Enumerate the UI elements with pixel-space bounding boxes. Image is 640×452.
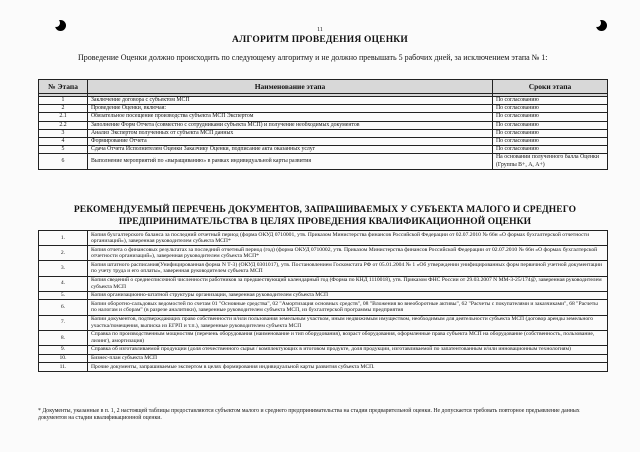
document-number: 11.: [39, 363, 88, 372]
document-number: 8.: [39, 330, 88, 345]
stage-number: 4: [39, 138, 88, 146]
document-row: [39, 291, 608, 300]
stage-name: Заключение договора с субъектом МСП: [88, 97, 493, 105]
stage-number: 3: [39, 129, 88, 137]
document-number: 10.: [39, 354, 88, 363]
stage-name: Сдача Отчета Исполнителем Оценки Заказчику Оценки, подписание акта оказанных услуг: [88, 146, 493, 154]
stage-row: [39, 129, 608, 137]
stage-row: [39, 146, 608, 154]
page-number: 11: [317, 27, 323, 33]
document-row: [39, 276, 608, 291]
document-description: Копия организационно-штатной структуры организации, заверенная руководителем субъекта МСП: [88, 291, 608, 300]
document-number: 4.: [39, 276, 88, 291]
document-description: Копия сведений о среднесписочной численности работников за предшествующий календарный год (Форма по КНД 1110018), утв. Приказом ФНС России от 29.03.2007 N ММ-3-25/174@, заверенная руководителем субъекта МСП: [88, 276, 608, 291]
document-description: Копия бухгалтерского баланса за последний отчетный период (форма ОКУД 0710001, утв. Приказом Министерства финансов Российской Федерации от 02.07.2010 № 66н «О формах бухгалтерской отчетности организаций»), заверенная руководителем субъекта МСП*: [88, 231, 608, 246]
document-number: 7.: [39, 315, 88, 330]
header-stage-number: № Этапа: [39, 80, 88, 94]
stage-name: Анализ Экспертом полученных от субъекта МСП данных: [88, 129, 493, 137]
document-description: Копия отчета о финансовых результатах за последний отчетный период (год) (форма ОКУД 0710002, утв. Приказом Министерства финансов Российской Федерации от 02.07.2010 № 66н «О формах бухгалтерской отчетности организаций»), заверенная руководителем субъекта МСП*: [88, 246, 608, 261]
stage-number: 5: [39, 146, 88, 154]
footnote: * Документы, указанные в п. 1, 2 настоящей таблицы предоставляются субъектом малого и среднего предпринимательства на стадии предварительной оценки. Не допускается требовать повторное предъявление данных документов на стадии квалификационной оценки.: [38, 408, 580, 421]
stage-number: 6: [39, 154, 88, 169]
document-description: Копия штатного расписания(Унифицированная форма N Т-3) (ОКУД 0301017), утв. Постановлением Госкомстата РФ от 05.01.2004 № 1 «Об утверждении унифицированных форм первичной учетной документации по учету труда и его оплаты», заверенная руководителем субъекта МСП: [88, 261, 608, 276]
stage-name: Формирование Отчета: [88, 138, 493, 146]
stage-number: 2.2: [39, 121, 88, 129]
stage-name: Выполнение мероприятий по «выращиванию» в рамках индивидуальной карты развития: [88, 154, 493, 169]
document-row: [39, 246, 608, 261]
document-number: 1.: [39, 231, 88, 246]
document-row: [39, 300, 608, 315]
stage-name: Проведение Оценки, включая:: [88, 105, 493, 113]
stage-deadline: По согласованию: [493, 146, 608, 154]
stage-deadline: По согласованию: [493, 121, 608, 129]
stage-deadline: По согласованию: [493, 129, 608, 137]
header-stage-deadline: Сроки этапа: [493, 80, 608, 94]
stage-deadline: По согласованию: [493, 97, 608, 105]
document-number: 9.: [39, 345, 88, 354]
stage-number: 2.1: [39, 113, 88, 121]
stage-row: [39, 121, 608, 129]
document-row: [39, 231, 608, 246]
stage-number: 2: [39, 105, 88, 113]
document-number: 3.: [39, 261, 88, 276]
stages-table: [38, 79, 608, 170]
documents-table: [38, 230, 608, 372]
document-row: [39, 345, 608, 354]
document-number: 2.: [39, 246, 88, 261]
document-description: Прочие документы, запрашиваемые экспертом в целях формирования индивидуальной карты развития субъекта МСП.: [88, 363, 608, 372]
document-number: 5.: [39, 291, 88, 300]
stage-row: [39, 97, 608, 105]
document-description: Справка об изготавливаемой продукции (доля отечественного сырья / комплектующих в итоговом продукте, доля продукции, изготавливаемой по запатентованным и/или инновационным технологиям): [88, 345, 608, 354]
header-stage-name: Наименование этапа: [88, 80, 493, 94]
stage-row: [39, 154, 608, 169]
stage-row: [39, 138, 608, 146]
document-row: [39, 354, 608, 363]
stage-deadline: На основании полученного балла Оценки (Группы В+, А, А+): [493, 154, 608, 169]
document-row: [39, 315, 608, 330]
document-description: Бизнес-план субъекта МСП: [88, 354, 608, 363]
stage-row: [39, 113, 608, 121]
document-row: [39, 330, 608, 345]
stages-table-header: [39, 80, 608, 94]
stage-deadline: По согласованию: [493, 138, 608, 146]
documents-list-title: РЕКОМЕНДУЕМЫЙ ПЕРЕЧЕНЬ ДОКУМЕНТОВ, ЗАПРАШИВАЕМЫХ У СУБЪЕКТА МАЛОГО И СРЕДНЕГО ПРЕДПРИНИМАТЕЛЬСТВА В ЦЕЛЯХ ПРОВЕДЕНИЯ КВАЛИФИКАЦИОННОЙ ОЦЕНКИ: [73, 205, 577, 227]
document-row: [39, 261, 608, 276]
stage-name: Заполнение Форм Отчета (совместно с сотрудниками субъекта МСП) и получение необходимых документов: [88, 121, 493, 129]
document-row: [39, 363, 608, 372]
document-description: Справка по производственным мощностям (перечень оборудования (наименование и тип оборудования), возраст оборудования, оформленные права субъекта МСП на оборудование (собственность, пользование, лизинг), амортизация): [88, 330, 608, 345]
stage-deadline: По согласованию: [493, 105, 608, 113]
page-title: АЛГОРИТМ ПРОВЕДЕНИЯ ОЦЕНКИ: [232, 35, 408, 45]
document-description: Копии документов, подтверждающих право собственности и/или пользования земельным участком, иным недвижимым имуществом, необходимым для деятельности субъекта МСП (договор аренды земельного участка/помещения, выписка из ЕГРП и т.п.), заверенные руководителем субъекта МСП: [88, 315, 608, 330]
document-description: Копии оборотно-сальдовых ведомостей по счетам 01 "Основные средства", 02 "Амортизация основных средств", 08 "Вложения во внеоборотные активы", 62 "Расчеты с покупателями и заказчиками", 68 "Расчеты по налогам и сборам" (в разрезе аналитики), заверенные руководителем субъекта МСП, из бухгалтерской программы предприятия: [88, 300, 608, 315]
stage-deadline: По согласованию: [493, 113, 608, 121]
stage-row: [39, 105, 608, 113]
stage-number: 1: [39, 97, 88, 105]
stage-name: Обязательное посещение производства субъекта МСП Экспертом: [88, 113, 493, 121]
intro-paragraph: Проведение Оценки должно происходить по следующему алгоритму и не должно превышать 5 рабочих дней, за исключением этапа № 1:: [78, 53, 548, 62]
document-number: 6.: [39, 300, 88, 315]
